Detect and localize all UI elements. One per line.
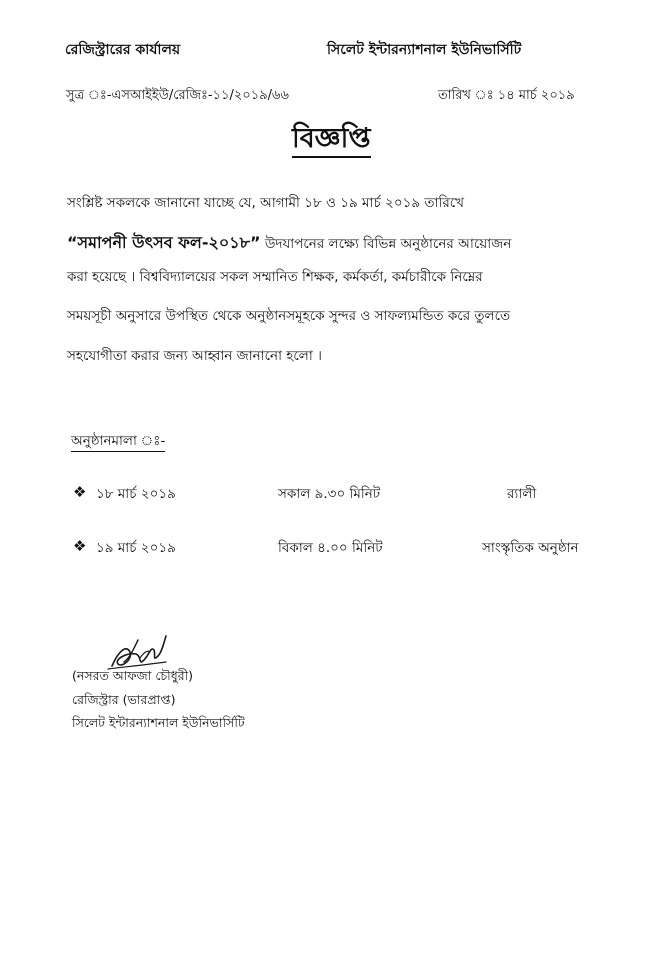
notice-date: তারিখ ঃ ১৪ মার্চ ২০১৯ xyxy=(438,88,575,103)
schedule-time: বিকাল ৪.০০ মিনিট xyxy=(278,540,383,556)
body-line-5: সহযোগীতা করার জন্য আহ্বান জানানো হলো । xyxy=(67,348,322,364)
schedule-event: সাংস্কৃতিক অনুষ্ঠান xyxy=(482,540,579,556)
notice-title: বিজ্ঞপ্তি xyxy=(292,123,371,158)
body-line-2 xyxy=(67,230,511,257)
university-name: সিলেট ইন্টারন্যাশনাল ইউনিভার্সিটি xyxy=(327,42,522,58)
schedule-heading: অনুষ্ঠানমালা ঃ- xyxy=(71,433,165,452)
schedule-date: ১৮ মার্চ ২০১৯ xyxy=(96,486,176,502)
diamond-bullet-icon: ❖ xyxy=(73,537,87,555)
diamond-bullet-icon: ❖ xyxy=(73,483,87,501)
festival-name: “সমাপনী উৎসব ফল-২০১৮” xyxy=(67,233,261,252)
body-line-2-text: উদযাপনের লক্ষ্যে বিভিন্ন অনুষ্ঠানের আয়োজন xyxy=(260,236,512,252)
schedule-event: র‍্যালী xyxy=(507,486,537,502)
office-name: রেজিস্ট্রারের কার্যালয় xyxy=(65,42,181,58)
body-line-4: সময়সূচী অনুসারে উপস্থিত থেকে অনুষ্ঠানসমূহকে সুন্দর ও সাফল্যমন্ডিত করে তুলতে xyxy=(67,308,511,324)
signatory-designation: রেজিস্ট্রার (ভারপ্রাপ্ত) xyxy=(72,692,176,707)
signatory-institution: সিলেট ইন্টারন্যাশনাল ইউনিভার্সিটি xyxy=(72,715,245,730)
body-line-1: সংশ্লিষ্ট সকলকে জানানো যাচ্ছে যে, আগামী ১৮ ও ১৯ মার্চ ২০১৯ তারিখে xyxy=(67,195,465,211)
schedule-date: ১৯ মার্চ ২০১৯ xyxy=(96,540,176,556)
schedule-time: সকাল ৯.৩০ মিনিট xyxy=(278,486,381,502)
reference-number: সুত্র ঃ-এসআইইউ/রেজিঃ-১১/২০১৯/৬৬ xyxy=(66,88,289,103)
body-line-3: করা হয়েছে । বিশ্ববিদ্যালয়ের সকল সম্মানিত শিক্ষক, কর্মকর্তা, কর্মচারীকে নিম্নের xyxy=(67,269,483,285)
signatory-name: (নসরত আফজা চৌধুরী) xyxy=(72,668,194,683)
